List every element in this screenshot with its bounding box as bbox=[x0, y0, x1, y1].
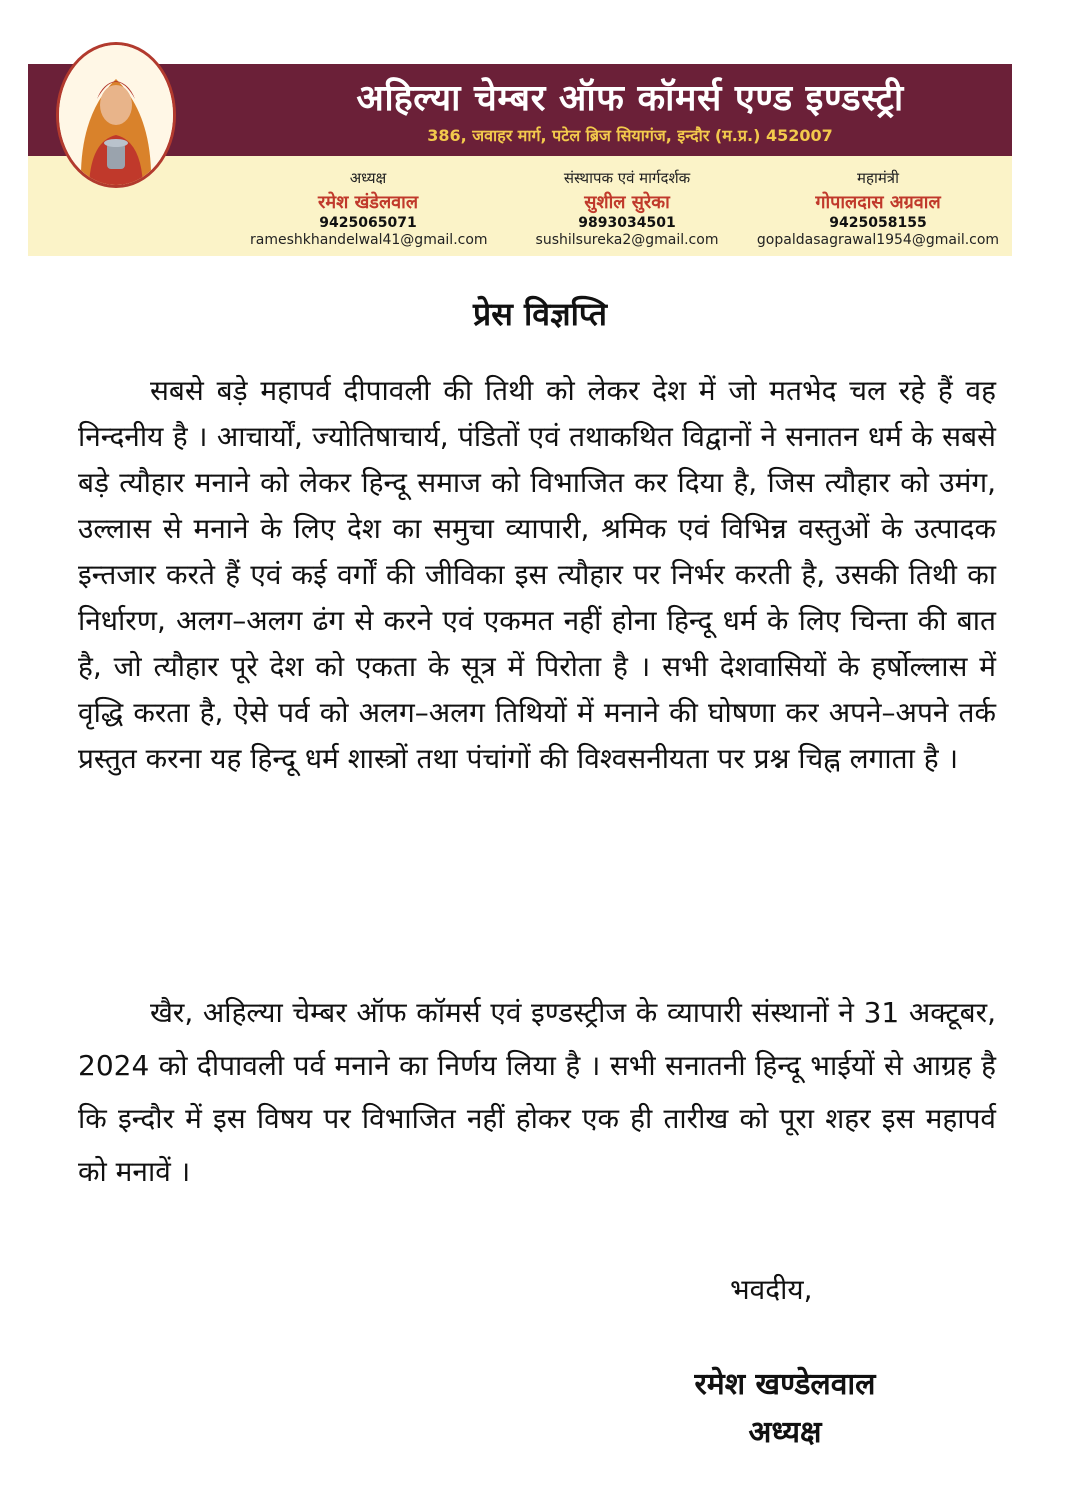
officer-role: संस्थापक एवं मार्गदर्शक bbox=[563, 169, 691, 187]
officer-name: गोपालदास अग्रवाल bbox=[815, 192, 941, 213]
officer-email: sushilsureka2@gmail.com bbox=[535, 232, 719, 248]
portrait-image bbox=[59, 45, 173, 185]
document-heading: प्रेस विज्ञप्ति bbox=[473, 295, 607, 333]
officer-phone: 9893034501 bbox=[578, 215, 676, 231]
officer-president bbox=[250, 168, 486, 248]
officer-email: gopaldasagrawal1954@gmail.com bbox=[756, 232, 1000, 248]
officer-general-secretary bbox=[748, 168, 1008, 248]
closing-salutation: भवदीय, bbox=[730, 1273, 813, 1306]
ahilya-portrait-logo bbox=[56, 42, 176, 188]
officer-email: rameshkhandelwal41@gmail.com bbox=[250, 232, 488, 248]
signer-name: रमेश खण्डेलवाल bbox=[694, 1367, 876, 1402]
officer-role: अध्यक्ष bbox=[349, 169, 387, 187]
officer-role: महामंत्री bbox=[857, 169, 899, 187]
officer-phone: 9425065071 bbox=[319, 215, 417, 231]
officer-phone: 9425058155 bbox=[829, 215, 927, 231]
officer-founder bbox=[516, 168, 738, 248]
organization-name: अहिल्या चेम्बर ऑफ कॉमर्स एण्ड इण्डस्ट्री bbox=[356, 77, 904, 119]
signer-title: अध्यक्ष bbox=[748, 1415, 822, 1450]
officer-name: रमेश खंडेलवाल bbox=[317, 192, 419, 213]
body-paragraph-1: सबसे बड़े महापर्व दीपावली की तिथी को लेकर देश में जो मतभेद चल रहे हैं वह निन्दनीय है । आचार्यों, ज्योतिषाचार्य, पंडितों एवं तथाकथित विद्वानों ने सनातन धर्म के सबसे बड़े त्यौहार मनाने को लेकर हिन्दू समाज को विभाजित कर दिया है, जिस त्यौहार को उमंग, उल्लास से मनाने के लिए देश का समुचा व्यापारी, श्रमिक एवं विभिन्न वस्तुओं के उत्पादक इन्तजार करते हैं एवं कई वर्गों की जीविका इस त्यौहार पर निर्भर करती है, उसकी तिथी का निर्धारण, अलग–अलग ढंग से करने एवं एकमत नहीं होना हिन्दू धर्म के लिए चिन्ता की बात है, जो त्यौहार पूरे देश को एकता के सूत्र में पिरोता है । सभी देशवासियों के हर्षोल्लास में वृद्धि करता है, ऐसे पर्व को अलग–अलग तिथियों में मनाने की घोषणा कर अपने–अपने तर्क प्रस्तुत करना यह हिन्दू धर्म शास्त्रों तथा पंचांगों की विश्वसनीयता पर प्रश्न चिह्न लगाता है । bbox=[78, 374, 996, 775]
organization-address: 386, जवाहर मार्ग, पटेल ब्रिज सियागंज, इन्दौर (म.प्र.) 452007 bbox=[427, 126, 833, 145]
body-paragraph-2: खैर, अहिल्या चेम्बर ऑफ कॉमर्स एवं इण्डस्ट्रीज के व्यापारी संस्थानों ने 31 अक्टूबर, 2024 को दीपावली पर्व मनाने का निर्णय लिया है । सभी सनातनी हिन्दू भाईयों से आग्रह है कि इन्दौर में इस विषय पर विभाजित नहीं होकर एक ही तारीख को पूरा शहर इस महापर्व को मनावें । bbox=[78, 996, 996, 1188]
officer-name: सुशील सुरेका bbox=[584, 192, 670, 213]
